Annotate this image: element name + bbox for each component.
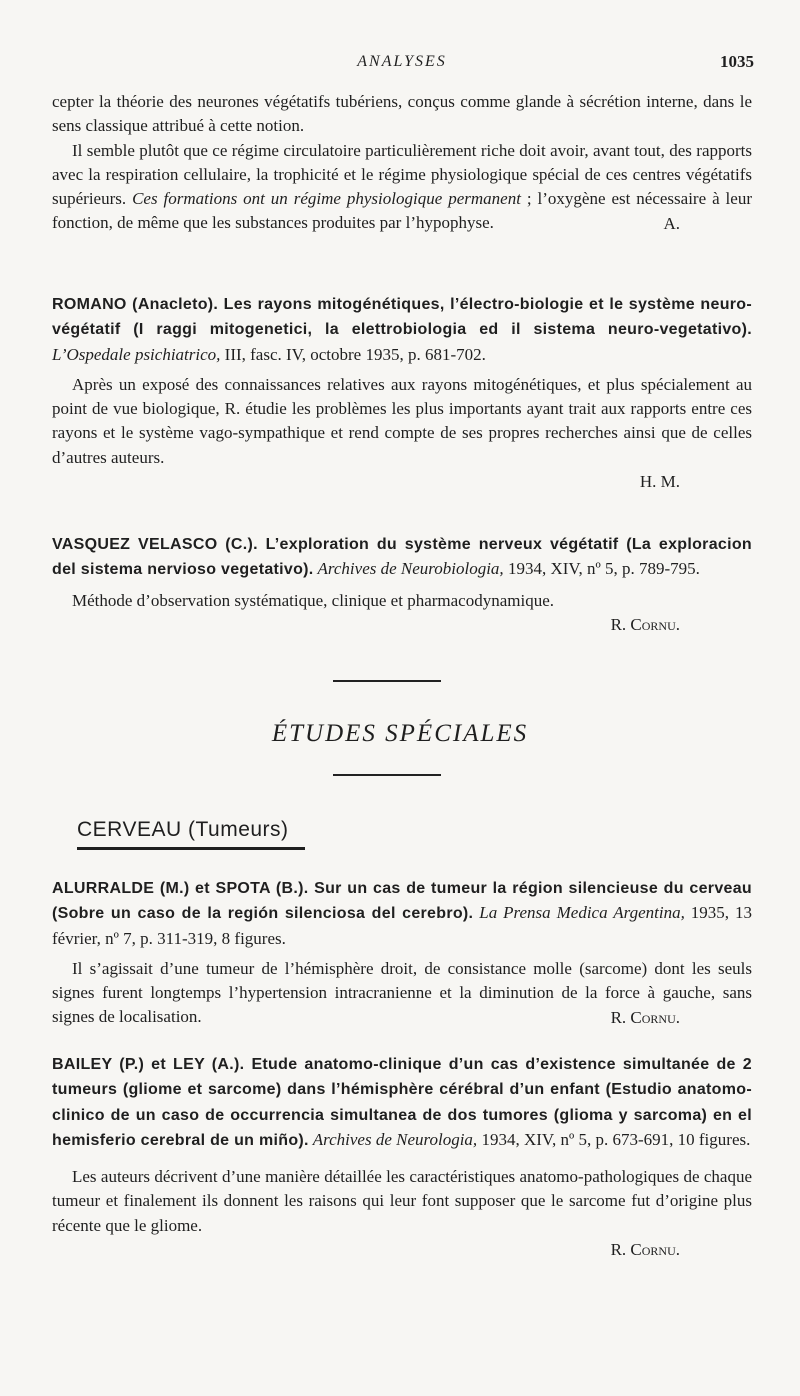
abstract-body: Les auteurs décrivent d’une manière détaillée les caractéristiques anatomo-pathologiques de chaque tumeur et finalement ils donnent les raisons qui leur font supposer que le sarcome fut d’origine plus récente que le gliome. <box>52 1167 752 1235</box>
subsection-title: CERVEAU (Tumeurs) <box>77 818 289 841</box>
citation-reference: 1934, XIV, nº 5, p. 673-691, 10 figures. <box>477 1129 751 1149</box>
signature-surname: Cornu. <box>630 1007 680 1027</box>
abstract-citation <box>52 292 752 367</box>
signature-surname: Cornu. <box>630 1240 680 1260</box>
abstract-body: Méthode d’observation systématique, clinique et pharmacodynamique. <box>72 590 555 610</box>
abstract-body: Après un exposé des connaissances relatives aux rayons mitogénétiques, et plus spécialement au point de vue biologique, R. étudie les problèmes les plus importants ayant trait aux rapports entre ces rayons et le système vago-sympathique et rend compte de ses propres recherches ainsi que de celles d’autres auteurs. <box>52 374 752 467</box>
citation-reference: 1934, XIV, nº 5, p. 789-795. <box>503 559 700 579</box>
abstract-heading: BAILEY (P.) et LEY (A.). Etude anatomo-clinique d’un cas d’existence simultanée de 2 tumeurs (gliome et sarcome) dans l’hémisphère cérébral d’un enfant (Estudio anatomo-clinico de un caso de occurrencia simultanea de dos tumores (glioma y sarcoma) en el hemisferio cerebral de un miño). <box>52 1056 752 1149</box>
abstract-heading: VASQUEZ VELASCO (C.). L’exploration du système nerveux végétatif (La exploracion del sistema nervioso vegetativo). <box>52 536 752 579</box>
page-number: 1035 <box>720 52 754 71</box>
abstract-signature: H. M. <box>639 472 680 492</box>
intro-paragraph-1: cepter la théorie des neurones végétatifs tubériens, conçus comme glande à sécrétion interne, dans le sens classique attribué à cette notion. <box>52 92 752 136</box>
abstract-alurralde <box>52 876 752 1030</box>
abstract-citation <box>52 876 752 951</box>
abstract-vasquez <box>52 532 752 637</box>
abstract-citation <box>52 1052 752 1153</box>
page-header <box>52 50 752 76</box>
intro-signature: A. <box>663 213 680 233</box>
abstract-heading: ALURRALDE (M.) et SPOTA (B.). Sur un cas de tumeur la région silencieuse du cerveau (Sobre un caso de la región silenciosa del cerebro). <box>52 880 752 923</box>
abstract-bailey <box>52 1052 752 1262</box>
intro-text-b: ; l’oxygène est nécessaire à leur fonction, de même que les substances produites par l’hypophyse. <box>52 189 752 233</box>
abstract-signature: R. Cornu. <box>610 1240 680 1260</box>
citation-reference: 1935, 13 février, nº 7, p. 311-319, 8 figures. <box>52 903 753 948</box>
running-title: ANALYSES <box>357 53 447 70</box>
subsection-underline <box>77 847 305 850</box>
signature-surname: Cornu. <box>630 614 680 634</box>
intro-emphasis: Ces formations ont un régime physiologique permanent <box>132 189 521 209</box>
abstract-body: Il s’agissait d’une tumeur de l’hémisphère droit, de consistance molle (sarcome) dont les seuls signes furent longtemps l’hypertension intracranienne et la diminution de la force à gauche, sans signes de localisation. <box>52 958 752 1027</box>
journal-title: L’Ospedale psichiatrico, <box>52 344 221 364</box>
abstract-citation <box>52 532 752 583</box>
abstract-signature: R. Cornu. <box>610 614 680 634</box>
journal-title: La Prensa Medica Argentina, <box>473 903 685 923</box>
abstract-signature: R. Cornu. <box>610 1007 680 1027</box>
abstract-heading: ROMANO (Anacleto). Les rayons mitogénétiques, l’électro-biologie et le système neuro-végétatif (I raggi mitogenetici, la elettrobiologia ed il sistema neuro-vegetativo). <box>52 296 752 339</box>
divider-rule <box>333 774 441 776</box>
divider-rule <box>333 680 441 682</box>
journal-title: Archives de Neurologia, <box>308 1129 478 1149</box>
intro-continuation <box>52 90 752 236</box>
citation-reference: III, fasc. IV, octobre 1935, p. 681-702. <box>220 344 486 364</box>
intro-text-a: Il semble plutôt que ce régime circulatoire particulièrement riche doit avoir, avant tout, des rapports avec la respiration cellulaire, la trophicité et le régime physiologique spécial de ces centres végétatifs supérieurs. <box>52 140 752 209</box>
journal-title: Archives de Neurobiologia, <box>313 559 504 579</box>
section-title: ÉTUDES SPÉCIALES <box>271 720 529 747</box>
abstract-romano <box>52 292 752 494</box>
